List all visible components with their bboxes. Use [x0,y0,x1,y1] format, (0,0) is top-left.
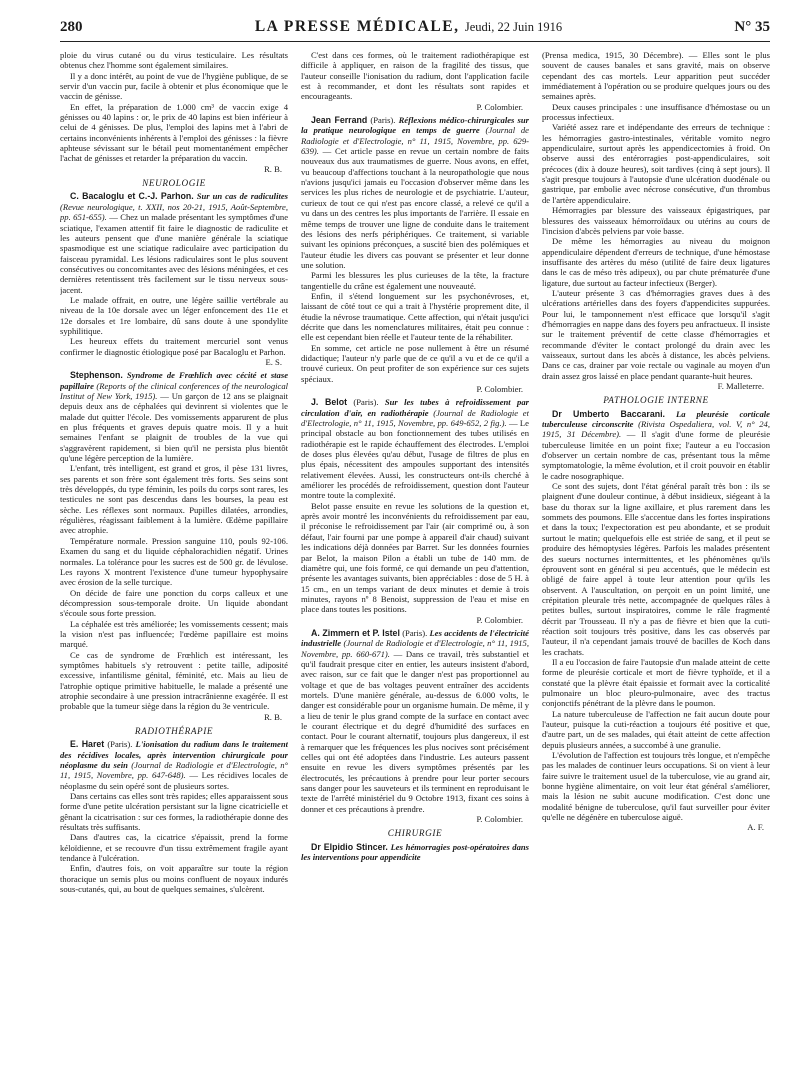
article-abstract [301,115,529,270]
signature: F. Malleterre. [717,381,764,391]
journal-title [255,18,562,36]
paragraph: Ce cas de syndrome de Frœhlich est intéressant, les symptômes habituels s'y retrouvent : petite taille, adiposité excessive, infantilisme génital, féminité, etc. Mais au lieu de l'atrophie optique primitive habituelle, le malade a présenté une atrophie secondaire à une pression intracrânienne exagérée. Il est probable que la tumeur siège dans la région du 3e ventricule. [60,649,288,712]
article-abstract [301,397,529,500]
article-text: — Dans ce travail, très substantiel et qu'il faudrait presque citer en entier, les auteurs insistent d'abord, avec raison, sur ce fait que le danger n'est pas proportionnel au voltage et que de bas voltages peuvent entraîner des accidents mortels. D'une manière générale, au-dessus de 6.000 volts, le danger est considérable pour un organisme humain. De même, il y a lieu de tenir le plus grand compte de la surface en contact avec le courant électrique et du degré d'humidité des surfaces en contact. Pour le courant alternatif, toujours plus dangereux, il est à remarquer que les fréquences les plus nocives sont précisément celles qui ont été adoptées dans l'industrie. Les auteurs passent ensuite en revue les divers symptômes présentés par les électrocutés, les précautions à prendre pour leur porter secours sans danger pour les sauveteurs et ils terminent en reproduisant le texte de l'arrêté ministériel du 9 Octobre 1913, fixant ces soins à donner et ces précautions à prendre. [301,648,529,814]
signature: P. Colombier. [476,614,523,625]
article-title: Syndrome de Frœhlich avec cécité et stase papillaire [60,370,288,391]
article-text: — Un garçon de 12 ans se plaignait depuis deux ans de céphalées qui devinrent si violentes que le malade dut quitter l'école. Des vomissements apparurent de plus en plus fréquents et graves depuis quatre mois. Il y a huit semaines l'enfant se plaignit de troubles de la vue qui s'aggravèrent rapidement, si bien qu'il ne persista plus bientôt qu'une légère perception de la lumière. [60,391,288,464]
text-columns [60,50,770,1060]
article-reference: (Reports of the clinical conferences of the neurological Institut of New York, 1915). [60,380,288,401]
paragraph: Il y a donc intérêt, au point de vue de l'hygiène publique, de se servir d'un vaccin pur, facile à obtenir et plus économique que le vaccin de génisse. [60,70,288,102]
paragraph: De même les hémorragies au niveau du moignon appendiculaire dépendent d'erreurs de technique, d'une hémostase insuffisante des artères du méso (utilité de faire deux ligatures dans le cas de méso très adipeux), ou par chute prématurée d'une ligature, due surtout au facteur infectieux (Berger). [542,236,770,288]
paragraph: Dans certains cas elles sont très rapides; elles apparaissent sous forme d'une petite ulcération persistant sur la ligne cicatricielle et gênant la cicatrisation : sur ces formes, la radiothérapie donne des résultats très suffisants. [60,791,288,833]
article-text: — Les récidives locales de néoplasme du sein opéré sont de plusieurs sortes. [60,770,288,791]
article-author: Dr Umberto Baccarani. [552,408,665,419]
article-title: Les accidents de l'électricité industrielle [301,627,529,649]
article-title: La pleurésie corticale tuberculeuse circonscrite [542,408,770,430]
article-author: E. Haret [70,739,105,750]
paragraph: Le malade offrait, en outre, une légère saillie vertébrale au niveau de la 10e dorsale avec un léger enfoncement des 11e et 12e dorsales et 1re lombaire, dû sans doute à une spondylite syphilitique. [60,294,288,336]
article-abstract [301,628,529,814]
journal-name: LA PRESSE MÉDICALE, [254,18,460,35]
paragraph: Belot passe ensuite en revue les solutions de la question et, après avoir montré les inconvénients du refroidissement par eau, il préconise le refroidissement par l'air (air comprimé ou, à son défaut, l'air fourni par une pompe à appareil d'air chaud) suivant les indications déjà données par Barret. Sur les données fournies par Belot, la maison Pilon a établi un tube de 140 mm. de diamètre qui, une fois formé, ce qui demande un peu d'attention, présente les avantages suivants, bien appréciables : dose de 5 H. à 15 cm., en un temps variant de deux minutes et demie à trois minutes, rayons nº 8 Benoist, suppression de l'eau et mise en place dans toutes les positions. [301,500,529,615]
article-abstract [60,191,288,294]
article-reference: (Journal de Radiologie et d'Electrologie, n° 11, 1915, Novembre, pp. 629-639). [301,125,529,157]
article-author: C. Bacaloglu et C.-J. Parhon. [70,191,194,202]
page-number: 280 [60,19,83,35]
paragraph: L'auteur présente 3 cas d'hémorragies graves dues à des ulcérations artérielles dans des foyers d'appendicites suppurées. Pour lui, le tamponnement n'est efficace que lorsqu'il s'agit d'hémorragies en nappe dans des foyers peu anfractueux. Il insiste sur le traitement préventif de cette classe d'hémorragies et recommande d'éviter le contact prolongé du drain avec les vaisseaux, surtout dans les abcès à distance, les abcès pelviens. Dans ce cas, drainer par voie rectale ou vaginale au moyen d'un drain assez gros laissé en place pendant quarante-huit heures. [542,287,770,381]
paragraph: Variété assez rare et indépendante des erreurs de technique : les hémorragies gastro-intestinales, véritable vomito negro appendiculaire, surtout après les appendicectomies à froid. On observe aussi des entérorragies post-appendiculaires, soit précoces (dix à douze heures), soit tardives (cinq à sept jours). Il s'agit presque toujours à l'autopsie d'une ulcération duodénale ou gastrique, par embolie avec nécrose consécutive, d'un thrombus de l'artère appendiculaire. [542,122,770,205]
paragraph: La nature tuberculeuse de l'affection ne fait aucun doute pour l'auteur, puisque la cuti-réaction a toujours été positive et que, d'autre part, un de ses malades, qui était atteint de cette affection depuis plusieurs années, a succombé à une granulie. [542,708,770,750]
paragraph: Les heureux effets du traitement mercuriel sont venus confirmer le diagnostic étiologique posé par Bacaloglu et Parhon. [60,336,288,357]
article-abstract [301,842,529,863]
section-heading: NEUROLOGIE [142,178,206,189]
paragraph: Deux causes principales : une insuffisance d'hémostase ou un processus infectieux. [542,101,770,123]
paragraph: En somme, cet article ne pose nullement à être un résumé didactique; l'auteur n'y parle que de ce qu'il a vu et de ce qu'il a trouvé curieux. On peut profiter de son expérience sur ces sujets spéciaux. [301,342,529,384]
paragraph: Enfin, il s'étend longuement sur les psychonévroses, et, laissant de côté tout ce qui a trait à l'hystérie proprement dite, il étudie la névrose traumatique. Cette affection, qui n'était jusqu'ici décrite que dans les nomenclatures militaires, était peu connue : elle est cependant bien réelle et l'auteur tente de la réhabiliter. [301,290,529,343]
paragraph: La céphalée est très améliorée; les vomissements cessent; mais la vision n'est pas influencée; l'œdème papillaire est moins marqué. [60,618,288,650]
article-reference: (Revue neurologique, t. XXII, nos 20-21, 1915, Août-Septembre, pp. 651-655). [60,201,288,223]
signature: R. B. [264,163,282,174]
section-heading: PATHOLOGIE INTERNE [603,395,709,406]
article-text: — Le principal obstacle au bon fonctionnement des tubes utilisés en radiothérapie est le rapide échauffement des électrodes. L'emploi de doses plus élevées qu'au début, l'usage de filtres de plus en plus épais, nécessitent des ampoules supportant des intensités relativement élevées. Aussi, les constructeurs ont-ils cherché à améliorer les procédés de refroidissement, question dont l'auteur montre toute la complexité. [301,418,529,501]
article-reference: (Journal de Radiologie et d'Electrologie, n° 11, 1915, Novembre, pp. 647-648). [60,760,288,781]
article-title: Sur les tubes à refroidissement par circulation d'air, en radiothérapie [301,397,529,418]
article-reference: (Rivista Ospedaliera, vol. V, n° 24, 1915, 31 Décembre). [542,419,770,440]
column-1 [60,50,288,1060]
issue-date: Jeudi, 22 Juin 1916 [464,20,563,34]
paragraph: On décide de faire une ponction du corps calleux et une décompression sous-temporale droite. Un liquide abondant s'écoule sous forte pression. [60,587,288,619]
article-title: Réflexions médico-chirurgicales sur la pratique neurologique en temps de guerre [301,115,529,136]
article-text: — Cet article passe en revue un certain nombre de faits nouveaux dus aux traumatismes de guerre. Nous avons, en effet, vu beaucoup d'affections touchant à la neuropathologie que nous n'avions jusqu'ici jamais eu l'occasion d'observer même dans les services les plus riches de neurologie et de psychiatrie. L'auteur, curieux de tout ce qui n'est pas encore classé, a relevé ce qu'il a vu dans un des centres les plus importants de l'arrière. Il essaie en même temps de trouver une ligne de conduite dans le traitement des lésions des nerfs périphériques. Ce traitement, si variable suivant les opinions préconçues, a suscité bien des polémiques et l'auteur étudie les divers cas pouvant se présenter et leur donne une solution. [301,146,529,270]
article-city: (Paris). [402,627,428,638]
paragraph: Enfin, d'autres fois, on voit apparaître sur toute la région thoracique un semis plus ou moins confluent de noyaux indurés sous-cutanés, qui, au bout de quelques semaines, s'ulcèrent. [60,863,288,895]
article-text: — Chez un malade présentant les symptômes d'une sciatique, l'examen attentif fit faire le diagnostic de radiculite et les auteurs pensent que d'une manière générale la sciatique spasmodique est une sciatique radiculaire avec participation du faisceau pyramidal. Les lésions radiculaires sont le plus souvent consécutives ou concomitantes avec des lésions méningées, et ces dernières retentissent très facilement sur le tissu nerveux sous-jacent. [60,212,288,295]
paragraph: Parmi les blessures les plus curieuses de la tête, la fracture tangentielle du crâne est également une nouveauté. [301,270,529,291]
article-reference: (Journal de Radiologie et d'Electrologie, n° 11, 1915, Novembre, pp. 649-652, 2 fig.). [301,407,529,429]
column-3 [542,50,770,1060]
paragraph: Température normale. Pression sanguine 110, pouls 92-106. Examen du sang et du liquide céphalorachidien négatif. Urines normales. La tolérance pour les sucres est de 500 gr. de lévulose. Les rayons X montrent l'existence d'une tumeur hypophysaire avec érosion de la selle turcique. [60,535,288,588]
article-author: J. Belot [311,397,348,408]
paragraph: (Prensa medica, 1915, 30 Décembre). — Elles sont le plus souvent de causes banales et sans gravité, mais on observe cependant des cas mortels. Leur apparition peut succéder immédiatement à l'opération ou se produire quelques jours ou des semaines après. [542,50,770,102]
article-abstract [60,739,288,791]
paragraph: En effet, la préparation de 1.000 cm³ de vaccin exige 4 génisses ou 40 lapins : or, le prix de 40 lapins est bien inférieur à celui de 4 génisses. De plus, l'emploi des lapins met à l'abri de certains inconvénients inhérents à l'emploi des génisses : la fièvre aphteuse sévissant sur le bétail peut momentanément empêcher l'achat de génisses et retarder la préparation du vaccin. [60,101,288,164]
signature: P. Colombier. [476,101,523,112]
paragraph: L'évolution de l'affection est toujours très longue, et n'empêche pas les malades de continuer leurs occupations. Si on vient à leur faire suivre le traitement usuel de la tuberculose, vie au grand air, bonne hygiène alimentaire, on voit leur état général s'améliorer, mais la lésion ne subit aucune modification. C'est donc une modalité bénigne de tuberculose, qu'il faut surveiller pour éviter qu'elle ne dégénère en tuberculose aiguë. [542,750,770,823]
paragraph: ploie du virus cutané ou du virus testiculaire. Les résultats obtenus chez l'homme sont également similaires. [60,50,288,71]
article-author: Dr Elpidio Stincer. [311,841,388,852]
article-abstract [542,409,770,481]
section-heading: RADIOTHÉRAPIE [134,726,214,736]
article-title: L'ionisation du radium dans le traitement des récidives locales, après intervention chirurgicale pour néoplasme du sein [60,739,288,771]
article-city: (Paris). [353,397,379,408]
article-city: (Paris). [107,739,133,750]
article-title: Les hémorragies post-opératoires dans les interventions pour appendicite [301,841,529,863]
article-city: (Paris). [370,115,396,126]
signature: E. S. [265,356,282,367]
signature: P. Colombier. [476,814,523,825]
article-author: Jean Ferrand [311,115,368,126]
paragraph: Ce sont des sujets, dont l'état général paraît très bon : ils se plaignent d'une douleur continue, à début insidieux, siégeant à la base du thorax sur la ligne axillaire, et plus rarement dans les sommets des poumons. Elle s'accentue dans les fortes inspirations et dans la toux; l'expectoration est peu abondante, et se produit surtout le matin; quelquefois elle est striée de sang, et il peut se produire des hémoptysies légères. Parfois les malades présentent des sueurs nocturnes intermittentes, et les phénomènes qu'ils éprouvent sont en général si peu accentués, que le médecin est obligé de faire appel à toute leur attention pour qu'ils les observent. A l'auscultation, on perçoit en un point limité, une crépitation pleurale très nette, accompagnée de quelques râles à petites bulles, surtout inspiratoires, comme le râle fragmenté décrit par Trousseau. Il n'y a pas de fièvre et bien que la cuti-réaction soit toujours très positive, dans les cas observés par l'auteur, il n'a cependant jamais trouvé de bacilles de Koch dans les crachats. [542,481,770,657]
signature: A. F. [747,822,764,833]
signature: P. Colombier. [476,384,523,394]
paragraph: L'enfant, très intelligent, est grand et gros, il pèse 131 livres, ses parents et son frère sont également très forts. Ses seins sont très développés, du type féminin, les poils du corps sont rares, les testicules ne sont pas descendus dans les bourses, la peau est sèche. Les réflexes sont normaux. Pupilles dilatées, arrondies, régulières, réagissant faiblement à la lumière. Œdème papillaire avec atrophie. [60,463,288,536]
paragraph: Il a eu l'occasion de faire l'autopsie d'un malade atteint de cette forme de pleurésie corticale et mort de fièvre typhoïde, et il a constaté que la plèvre était épaissie et formait avec la corticalité pulmonaire un bloc pleuro-pulmonaire, avec des tractus conjonctifs pénétrant de la plèvre dans le poumon. [542,656,770,709]
article-author: Stephenson. [70,370,123,381]
paragraph: C'est dans ces formes, où le traitement radiothérapique est difficile à appliquer, en raison de la fragilité des tissus, que l'auteur conseille l'ionisation du radium, dont l'application facile est à recommander, et dont les résultats sont rapides et encourageants. [301,50,529,102]
article-text: — Il s'agit d'une forme de pleurésie tuberculeuse limitée en un point fixe; l'auteur a eu l'occasion d'observer un certain nombre de cas, présentant tous la même symptomatologie, la même évolution, et il croit pouvoir en établir le cadre nosographique. [542,429,770,481]
paragraph: Hémorragies par blessure des vaisseaux épigastriques, par blessures des vaisseaux hémorroïdaux ou utérins au cours de l'incision d'abcès pelviens par voie basse. [542,205,770,236]
article-author: A. Zimmern et P. Istel [311,627,400,638]
article-reference: (Journal de Radiologie et d'Electrologie, n° 11, 1915, Novembre, pp. 660-671). [301,638,529,659]
signature: R. B. [264,711,282,722]
article-abstract [60,370,288,463]
issue-number: N° 35 [734,19,770,35]
running-header [60,18,770,42]
column-2 [301,50,529,1060]
section-heading: CHIRURGIE [387,828,443,839]
article-title: Sur un cas de radiculites [196,191,288,202]
paragraph: Dans d'autres cas, la cicatrice s'épaissit, prend la forme kéloïdienne, et se recouvre d'un tissu extrêmement fragile ayant tendance à l'ulcération. [60,832,288,864]
